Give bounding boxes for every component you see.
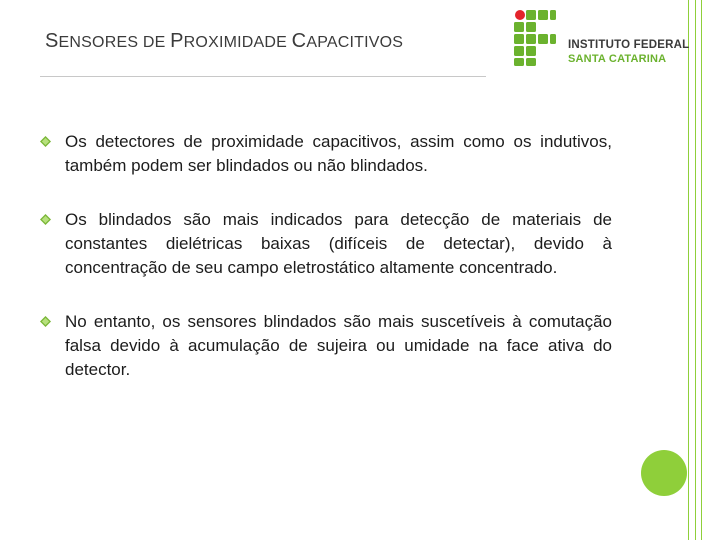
title-rest: APACITIVOS <box>306 34 404 51</box>
title-cap: C <box>291 30 307 52</box>
title-rest: ROXIMIDADE <box>183 34 292 51</box>
slide-title <box>45 30 403 53</box>
diamond-bullet-icon <box>40 214 51 225</box>
bullet-item <box>40 208 612 280</box>
title-rest: ENSORES <box>58 34 143 51</box>
bullet-text: Os detectores de proximidade capacitivos, assim como os indutivos, também podem ser blindados ou não blindados. <box>65 132 612 175</box>
decorative-line <box>701 0 702 540</box>
decorative-line <box>688 0 689 540</box>
title-divider <box>40 76 486 77</box>
bullet-text: No entanto, os sensores blindados são mais suscetíveis à comutação falsa devido à acumulação de sujeira ou umidade na face ativa do detector. <box>65 312 612 379</box>
bullet-list <box>40 130 612 412</box>
decorative-line <box>695 0 696 540</box>
bullet-item <box>40 310 612 382</box>
title-rest: DE <box>142 34 171 51</box>
bullet-text: Os blindados são mais indicados para detecção de materiais de constantes dielétricas baixas (difíceis de detectar), devido à concentração de seu campo eletrostático altamente concentrado. <box>65 210 612 277</box>
logo-subtext: SANTA CATARINA <box>568 53 667 65</box>
bullet-item <box>40 130 612 178</box>
decorative-circle <box>641 450 687 496</box>
diamond-bullet-icon <box>40 316 51 327</box>
diamond-bullet-icon <box>40 136 51 147</box>
title-cap: P <box>170 30 184 52</box>
title-cap: S <box>45 30 59 52</box>
logo-text: INSTITUTO FEDERAL <box>568 39 690 51</box>
